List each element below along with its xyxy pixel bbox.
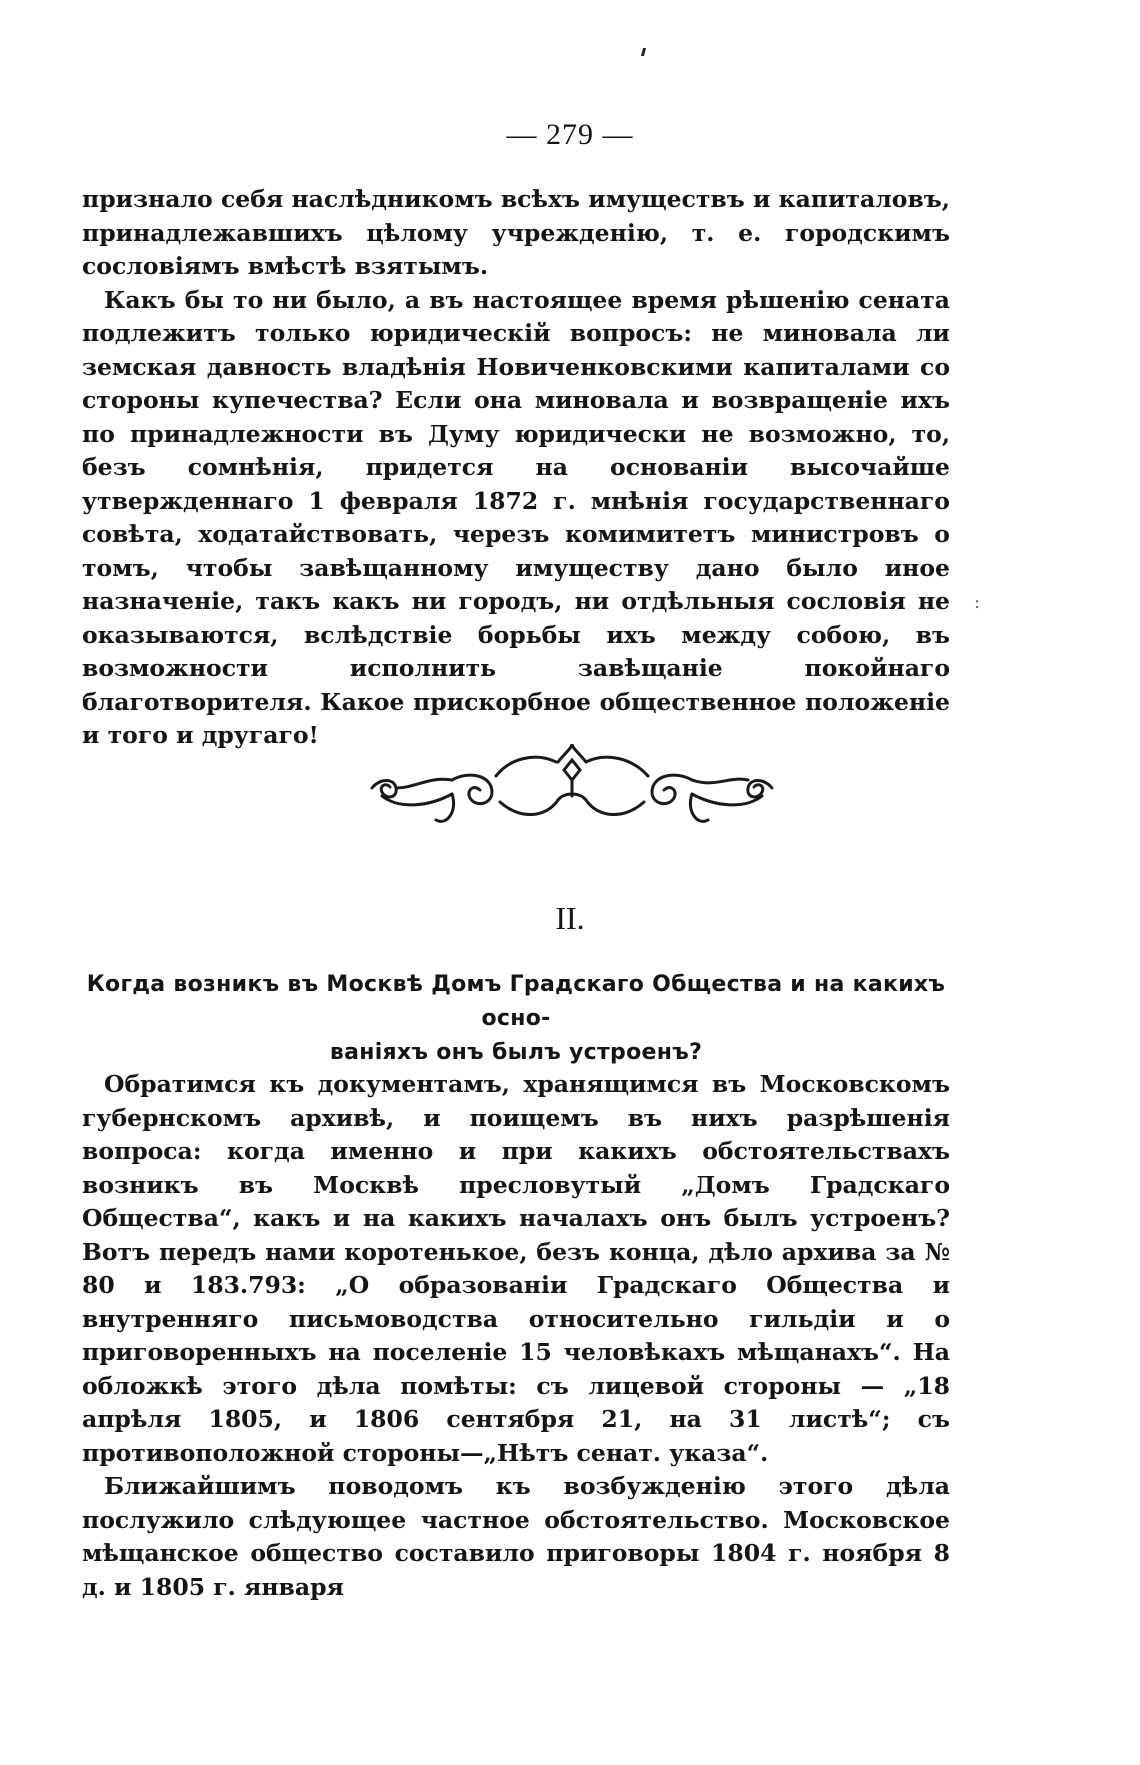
section-heading-line-2: ваніяхъ онъ былъ устроенъ?	[329, 1040, 703, 1065]
margin-speck: :	[974, 592, 981, 613]
section-heading	[82, 968, 950, 1070]
stray-ink-mark	[641, 48, 646, 56]
section-heading-line-1: Когда возникъ въ Москвѣ Домъ Градскаго Общества и на какихъ осно-	[86, 972, 946, 1031]
paragraph-archive-documents: Обратимся къ документамъ, хранящимся въ Московскомъ губернскомъ архивѣ, и поищемъ въ нихъ разрѣшенія вопроса: когда именно и при какихъ обстоятельствахъ возникъ въ Москвѣ пресловутый „Домъ Градскаго Общества“, какъ и на какихъ началахъ онъ былъ устроенъ? Вотъ передъ нами коротенькое, безъ конца, дѣло архива за № 80 и 183.793: „О образованіи Градскаго Общества и внутренняго письмоводства относительно гильдіи и о приговоренныхъ на поселеніе 15 человѣкахъ мѣщанахъ“. На обложкѣ этого дѣла помѣты: съ лицевой стороны — „18 апрѣля 1805, и 1806 сентября 21, на 31 листѣ“; съ противоположной стороны—„Нѣтъ сенат. указа“.	[82, 1070, 950, 1467]
page-number: — 279 —	[506, 118, 634, 151]
section-numeral: II.	[555, 900, 585, 936]
paragraph-senate-question: Какъ бы то ни было, а въ настоящее время рѣшенію сената подлежитъ только юридическій вопросъ: не миновала ли земская давность владѣнія Новиченковскими капиталами со стороны купечества? Если она миновала и возвращеніе ихъ по принадлежности въ Думу юридически не возможно, то, безъ сомнѣнія, придется на основаніи высочайше утвержденнаго 1 февраля 1872 г. мнѣнія государственнаго совѣта, ходатайствовать, черезъ комимитетъ министровъ о томъ, чтобы завѣщанному имуществу дано было иное назначеніе, такъ какъ ни городъ, ни отдѣльныя сословія не оказываются, вслѣдствіе борьбы ихъ между собою, въ возможности исполнить завѣщаніе покойнаго благотворителя. Какое прискорбное общественное положеніе и того и другаго!	[82, 285, 950, 749]
bottom-text-block	[82, 1068, 950, 1604]
paragraph-continuation: признало себя наслѣдникомъ всѣхъ имуществъ и капиталовъ, принадлежавшихъ цѣлому учрежденію, т. е. городскимъ сословіямъ вмѣстѣ взятымъ.	[82, 185, 950, 280]
decorative-flourish-ornament	[360, 740, 784, 832]
top-text-block	[82, 183, 950, 753]
paragraph-immediate-cause: Ближайшимъ поводомъ къ возбужденію этого дѣла послужило слѣдующее частное обстоятельство. Московское мѣщанское общество составило приговоры 1804 г. ноября 8 д. и 1805 г. января	[82, 1472, 950, 1601]
